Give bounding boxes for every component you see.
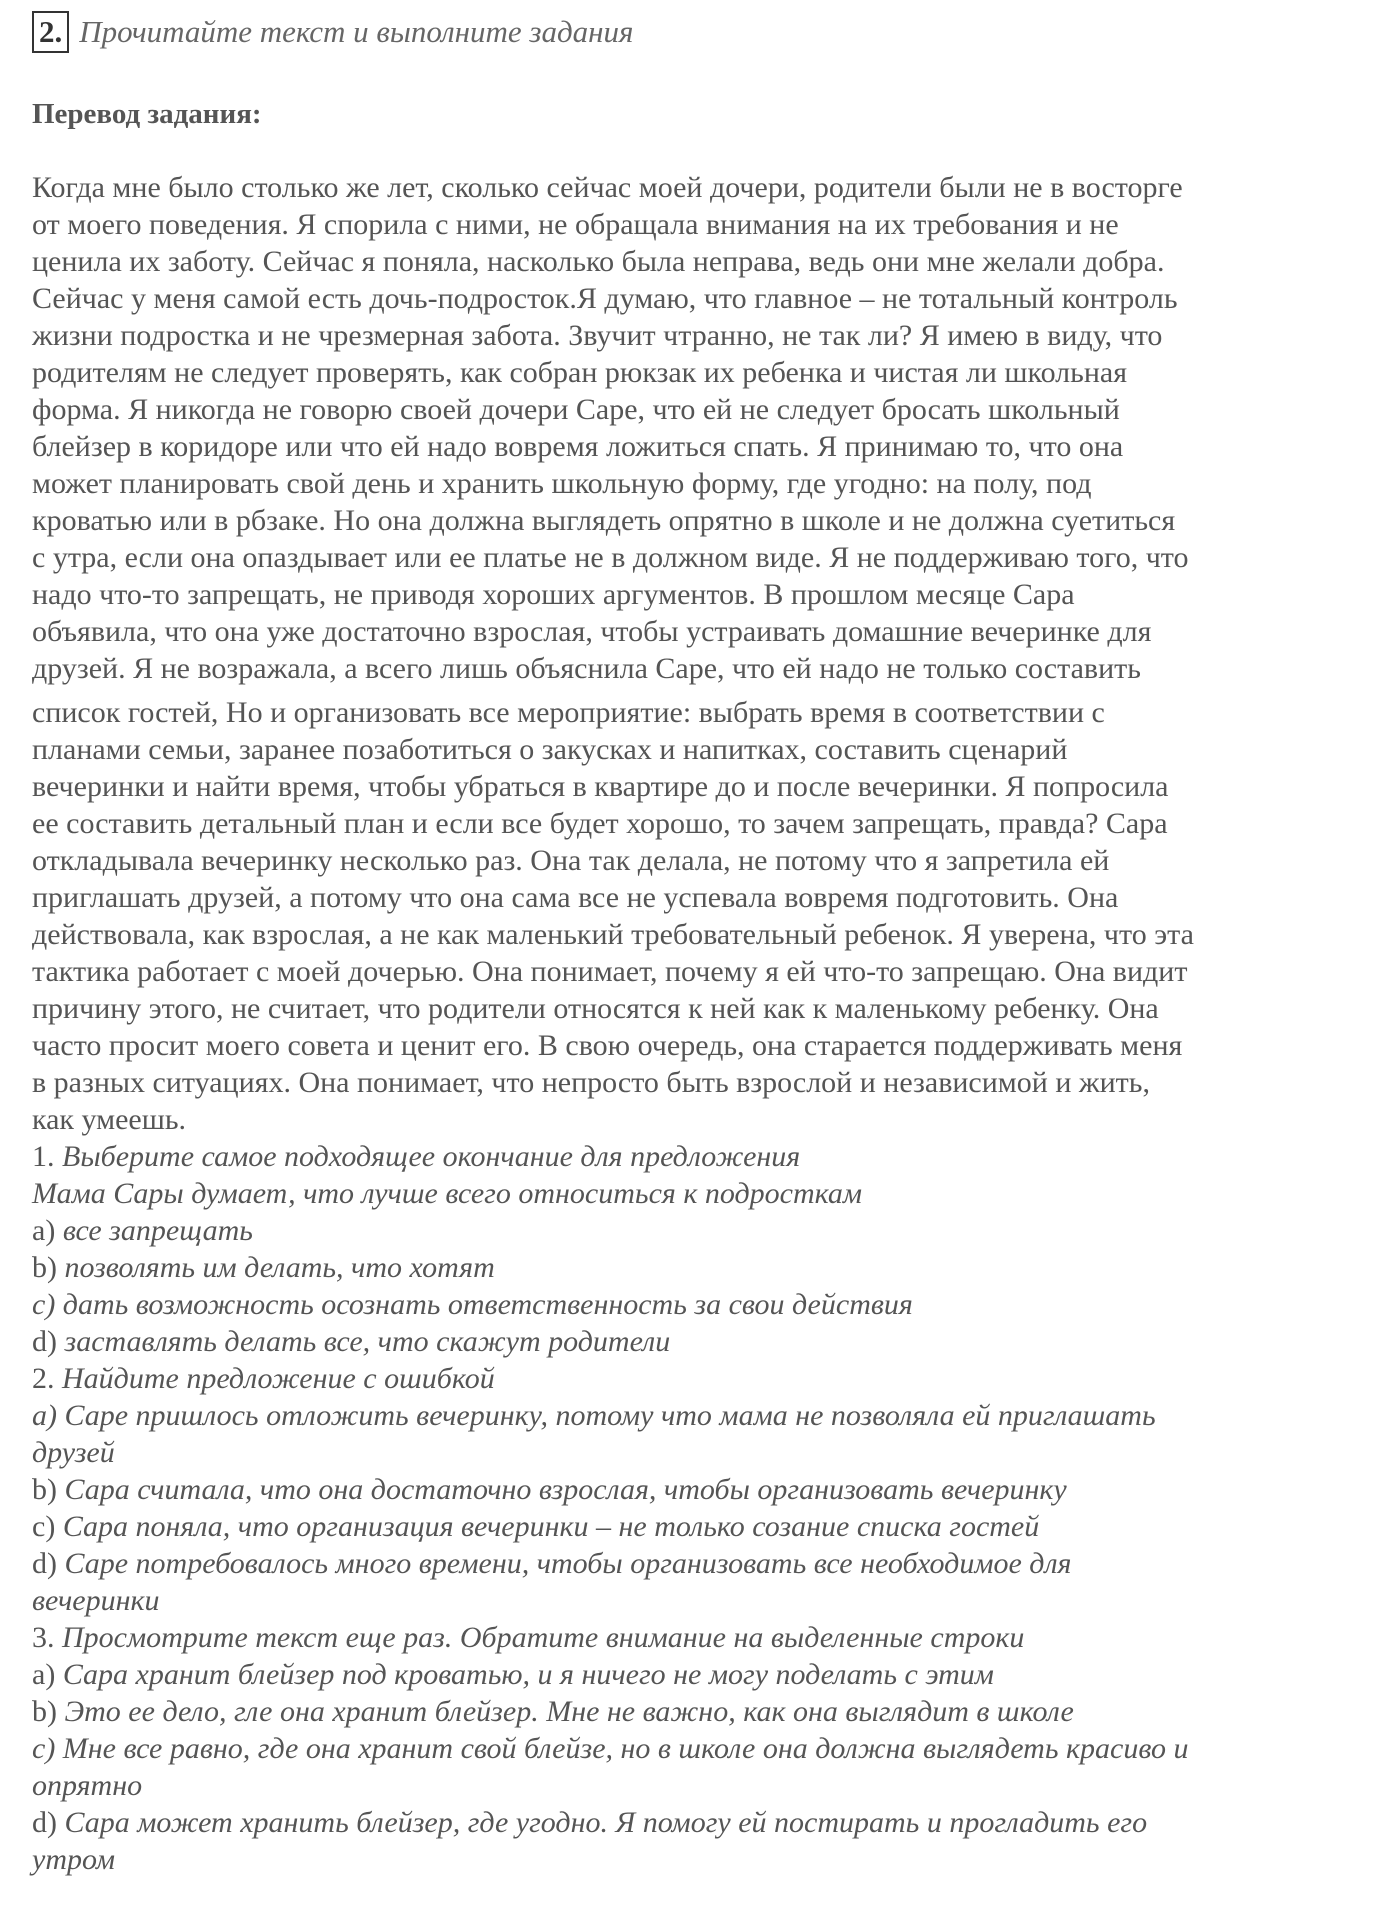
- passage-part-1: [32, 169, 1362, 687]
- question-line: [32, 1286, 1362, 1323]
- passage-line: надо что-то запрещать, не приводя хороших аргументов. В прошлом месяце Сара: [32, 578, 1075, 611]
- document-page: [32, 8, 1362, 1878]
- passage-line: объявила, что она уже достаточно взрослая, чтобы устраивать домашние вечеринке для: [32, 615, 1152, 648]
- question-line: [32, 1360, 1362, 1397]
- question-text: Саре потребовалось много времени, чтобы организовать все необходимое для: [64, 1547, 1072, 1580]
- passage-line: тактика работает с моей дочерью. Она понимает, почему я ей что-то запрещаю. Она видит: [32, 955, 1188, 988]
- question-line: [32, 1767, 1362, 1804]
- question-text: заставлять делать все, что скажут родители: [64, 1325, 671, 1358]
- question-text: Найдите предложение с ошибкой: [62, 1362, 495, 1395]
- question-text: Сара считала, что она достаточно взрослая, чтобы организовать вечеринку: [64, 1473, 1067, 1506]
- question-text: друзей: [32, 1436, 115, 1469]
- question-text: опрятно: [32, 1769, 143, 1802]
- question-text: утром: [32, 1843, 115, 1876]
- question-prefix: b): [32, 1473, 65, 1506]
- question-text: Просмотрите текст еще раз. Обратите внимание на выделенные строки: [62, 1621, 1025, 1654]
- question-line: [32, 1730, 1362, 1767]
- passage-line: в разных ситуациях. Она понимает, что непросто быть взрослой и независимой и жить,: [32, 1066, 1150, 1099]
- question-prefix: d): [32, 1325, 65, 1358]
- question-line: [32, 1656, 1362, 1693]
- passage-line: ее составить детальный план и если все будет хорошо, то зачем запрещать, правда? Сара: [32, 807, 1168, 840]
- question-line: [32, 1582, 1362, 1619]
- question-text: Сара может хранить блейзер, где угодно. Я помогу ей постирать и прогладить его: [64, 1806, 1148, 1839]
- passage-line: Сейчас у меня самой есть дочь-подросток.Я думаю, что главное – не тотальный контроль: [32, 282, 1178, 315]
- question-text: вечеринки: [32, 1584, 160, 1617]
- passage-line: планами семьи, заранее позаботиться о закусках и напитках, составить сценарий: [32, 733, 1068, 766]
- question-line: [32, 1471, 1362, 1508]
- passage-line: откладывала вечеринку несколько раз. Она так делала, не потому что я запретила ей: [32, 844, 1110, 877]
- question-prefix: c): [32, 1510, 63, 1543]
- question-text: c) дать возможность осознать ответственность за свои действия: [32, 1288, 913, 1321]
- question-prefix: 1.: [32, 1140, 62, 1173]
- passage-line: блейзер в коридоре или что ей надо вовремя ложиться спать. Я принимаю то, что она: [32, 430, 1124, 463]
- question-line: [32, 1804, 1362, 1841]
- questions-section: [32, 1138, 1362, 1878]
- question-prefix: b): [32, 1251, 65, 1284]
- question-prefix: 2.: [32, 1362, 62, 1395]
- question-text: Сара поняла, что организация вечеринки – не только созание списка гостей: [62, 1510, 1040, 1543]
- translation-heading: Перевод задания:: [32, 98, 262, 130]
- question-line: [32, 1323, 1362, 1360]
- passage-line: Когда мне было столько же лет, сколько сейчас моей дочери, родители были не в восторге: [32, 171, 1183, 204]
- task-header: [32, 8, 1362, 56]
- task-title: Прочитайте текст и выполните задания: [79, 14, 634, 49]
- question-prefix: a): [32, 1214, 63, 1247]
- question-line: [32, 1841, 1362, 1878]
- passage-line: друзей. Я не возражала, а всего лишь объяснила Саре, что ей надо не только составить: [32, 652, 1141, 685]
- question-text: позволять им делать, что хотят: [64, 1251, 495, 1284]
- question-line: [32, 1619, 1362, 1656]
- passage-line: может планировать свой день и хранить школьную форму, где угодно: на полу, под: [32, 467, 1092, 500]
- question-line: [32, 1434, 1362, 1471]
- question-text: Это ее дело, гле она хранит блейзер. Мне не важно, как она выглядит в школе: [64, 1695, 1074, 1728]
- question-line: [32, 1138, 1362, 1175]
- passage-line: вечеринки и найти время, чтобы убраться в квартире до и после вечеринки. Я попросила: [32, 770, 1169, 803]
- question-line: [32, 1212, 1362, 1249]
- passage-line: форма. Я никогда не говорю своей дочери Саре, что ей не следует бросать школьный: [32, 393, 1120, 426]
- passage-line: от моего поведения. Я спорила с ними, не обращала внимания на их требования и не: [32, 208, 1119, 241]
- passage-line: действовала, как взрослая, а не как маленький требовательный ребенок. Я уверена, что эта: [32, 918, 1194, 951]
- question-line: [32, 1397, 1362, 1434]
- question-text: Выберите самое подходящее окончание для предложения: [62, 1140, 801, 1173]
- question-text: Сара хранит блейзер под кроватью, и я ничего не могу поделать с этим: [62, 1658, 994, 1691]
- question-prefix: b): [32, 1695, 65, 1728]
- question-line: [32, 1693, 1362, 1730]
- question-prefix: 3.: [32, 1621, 62, 1654]
- question-text: Мама Сары думает, что лучше всего относиться к подросткам: [32, 1177, 863, 1210]
- passage-part-2: [32, 694, 1362, 1138]
- question-line: [32, 1508, 1362, 1545]
- passage-line: приглашать друзей, а потому что она сама все не успевала вовремя подготовить. Она: [32, 881, 1119, 914]
- passage-line: с утра, если она опаздывает или ее платье не в должном виде. Я не поддерживаю того, что: [32, 541, 1189, 574]
- question-text: c) Мне все равно, где она хранит свой блейзе, но в школе она должна выглядеть красиво и: [32, 1732, 1189, 1765]
- question-prefix: d): [32, 1547, 65, 1580]
- task-number: 2.: [32, 11, 69, 53]
- passage-line: ценила их заботу. Сейчас я поняла, насколько была неправа, ведь они мне желали добра.: [32, 245, 1165, 278]
- passage-line: список гостей, Но и организовать все мероприятие: выбрать время в соответствии с: [32, 696, 1105, 729]
- question-text: a) Саре пришлось отложить вечеринку, потому что мама не позволяла ей приглашать: [32, 1399, 1156, 1432]
- passage-line: родителям не следует проверять, как собран рюкзак их ребенка и чистая ли школьная: [32, 356, 1127, 389]
- question-line: [32, 1175, 1362, 1212]
- passage-line: часто просит моего совета и ценит его. В свою очередь, она старается поддерживать меня: [32, 1029, 1183, 1062]
- question-text: все запрещать: [62, 1214, 253, 1247]
- passage-line: как умеешь.: [32, 1103, 187, 1136]
- passage-line: причину этого, не считает, что родители относятся к ней как к маленькому ребенку. Она: [32, 992, 1159, 1025]
- question-prefix: a): [32, 1658, 63, 1691]
- passage-line: кроватью или в рбзаке. Но она должна выглядеть опрятно в школе и не должна суетиться: [32, 504, 1176, 537]
- question-prefix: d): [32, 1806, 65, 1839]
- passage-text: [32, 169, 1362, 1138]
- question-line: [32, 1545, 1362, 1582]
- passage-line: жизни подростка и не чрезмерная забота. Звучит чтранно, не так ли? Я имею в виду, что: [32, 319, 1163, 352]
- passage-gap: [32, 687, 1362, 694]
- question-line: [32, 1249, 1362, 1286]
